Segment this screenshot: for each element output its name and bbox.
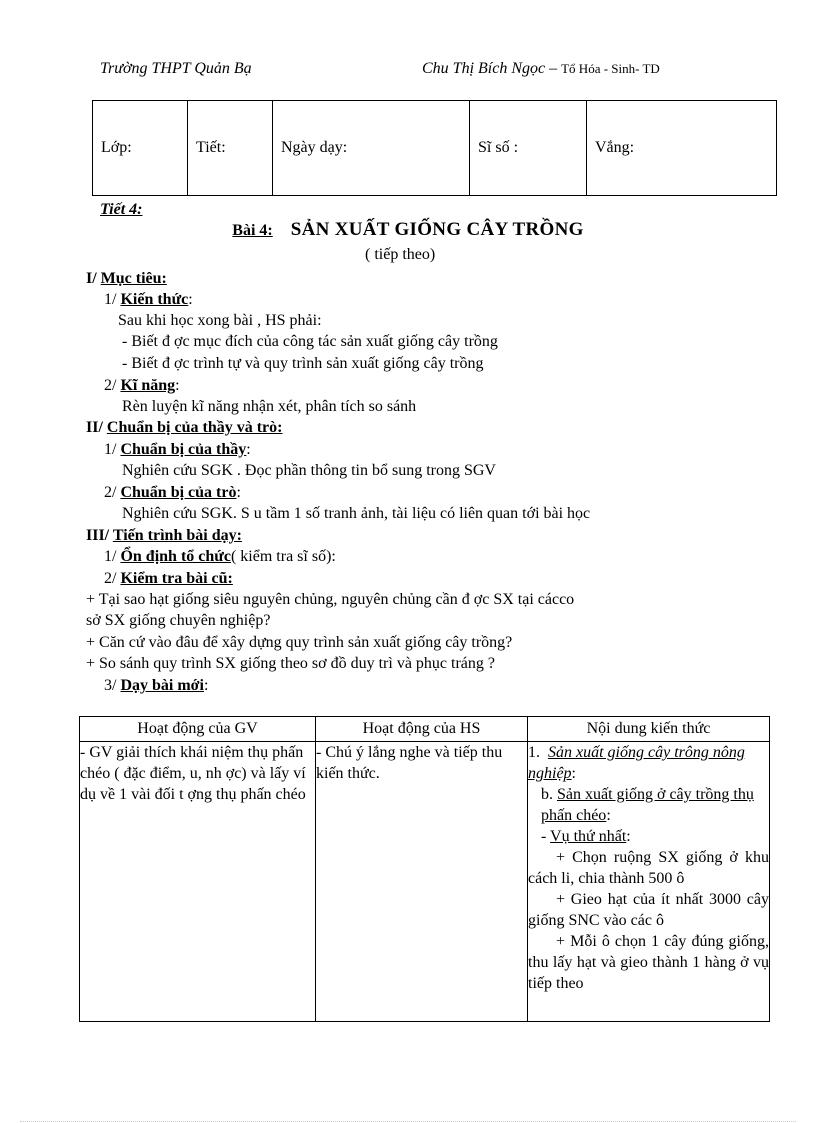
header-gv: Hoạt động của GV [80, 717, 316, 742]
heading-text: Kĩ năng [120, 377, 176, 394]
question-line: + So sánh quy trình SX giống theo sơ đồ duy trì và phục tráng ? [86, 655, 495, 672]
content-heading-text: Sản xuất giống cây trông nông nghiệp [528, 744, 745, 782]
heading-prefix: III/ [86, 527, 110, 544]
heading-text: Dạy bài mới [120, 677, 204, 694]
content-heading-text: Sản xuất giống ở cây trồng thụ phấn chéo [541, 786, 754, 824]
cell-lop: Lớp: [93, 101, 188, 196]
school-name: Trường THPT Quản Bạ [100, 60, 252, 77]
teacher-name: Chu Thị Bích Ngọc – [422, 60, 558, 77]
heading-prefix: II/ [86, 419, 103, 436]
heading-ki-nang: 2/ Kĩ năng: [104, 377, 180, 394]
heading-text: Ổn định tổ chức [120, 548, 231, 565]
content-prefix: - [541, 828, 547, 845]
header-hs: Hoạt động của HS [316, 717, 528, 742]
content-prefix: b. [541, 786, 553, 803]
heading-rest: ( kiểm tra sĩ số): [230, 548, 336, 565]
content-vu-thu-nhat: - Vụ thứ nhất: [541, 828, 631, 845]
heading-prefix: I/ [86, 270, 97, 287]
department-name: Tổ Hóa - Sinh- TD [561, 61, 660, 76]
heading-prefix: 1/ [104, 548, 117, 565]
heading-text: Chuẩn bị của trò [120, 484, 237, 501]
content-point: + Gieo hạt của ít nhất 3000 cây giống SNC vào các ô [528, 891, 769, 929]
heading-prefix: 3/ [104, 677, 117, 694]
heading-prefix: 1/ [104, 441, 117, 458]
cell-content [528, 742, 770, 1022]
heading-kiem-tra [104, 569, 233, 589]
lesson-subtitle: ( tiếp theo) [365, 246, 436, 263]
heading-prefix: 2/ [104, 484, 117, 501]
question-line: + Tại sao hạt giống siêu nguyên chủng, nguyên chủng cần đ ợc SX tại cácco [86, 591, 575, 608]
heading-muc-tieu [86, 269, 167, 289]
lesson-number: Tiết 4: [100, 201, 143, 218]
cell-si-so: Sĩ số : [470, 101, 587, 196]
teacher-header [422, 60, 660, 78]
content-heading-text: Vụ thứ nhất [550, 828, 627, 845]
cell-vang: Vắng: [587, 101, 777, 196]
class-info-table [92, 100, 777, 196]
text-line: Sau khi học xong bài , HS phải: [118, 312, 322, 329]
heading-bai-moi: 3/ Dạy bài mới: [104, 677, 209, 694]
heading-tien-trinh [86, 526, 242, 546]
content-heading-b: b. Sản xuất giống ở cây trồng thụ phấn chéo: [541, 786, 754, 824]
heading-prefix: 2/ [104, 570, 117, 587]
heading-text: Chuẩn bị của thầy và trò: [106, 419, 283, 436]
header-nd: Nội dung kiến thức [528, 717, 770, 742]
question-line: sở SX giống chuyên nghiệp? [86, 612, 271, 629]
heading-prefix: 1/ [104, 291, 117, 308]
content-point: + Mỗi ô chọn 1 cây đúng giống, thu lấy hạt và gieo thành 1 hàng ở vụ tiếp theo [528, 933, 769, 992]
heading-chuan-bi [86, 418, 282, 438]
cell-gv-activity: - GV giải thích khái niệm thụ phấn chéo ( đặc điểm, u, nh ợc) và lấy ví dụ về 1 vài đối t ợng thụ phấn chéo [80, 742, 316, 1022]
text-line: Nghiên cứu SGK. S u tầm 1 số tranh ảnh, tài liệu có liên quan tới bài học [122, 505, 591, 522]
heading-cb-thay: 1/ Chuẩn bị của thầy: [104, 441, 251, 458]
heading-kien-thuc: 1/ Kiến thức: [104, 291, 193, 308]
cell-tiet: Tiết: [188, 101, 273, 196]
lesson-bai: Bài 4: [232, 222, 273, 239]
heading-text: Kiểm tra bài cũ: [120, 570, 233, 587]
heading-text: Chuẩn bị của thầy [120, 441, 247, 458]
heading-text: Kiến thức [120, 291, 189, 308]
cell-ngay-day: Ngày dạy: [273, 101, 470, 196]
heading-text: Mục tiêu: [100, 270, 167, 287]
heading-cb-tro: 2/ Chuẩn bị của trò: [104, 484, 241, 501]
text-line: Nghiên cứu SGK . Đọc phần thông tin bổ sung trong SGV [122, 462, 496, 479]
text-line: Rèn luyện kĩ năng nhận xét, phân tích so sánh [122, 398, 417, 415]
text-line: - Biết đ ợc mục đích của công tác sản xuất giống cây trồng [122, 333, 498, 350]
question-line: + Căn cứ vào đâu để xây dựng quy trình sản xuất giống cây trồng? [86, 634, 513, 651]
lesson-title-text: SẢN XUẤT GIỐNG CÂY TRỒNG [290, 219, 584, 240]
content-prefix: 1. [528, 744, 540, 761]
heading-text: Tiến trình bài dạy: [112, 527, 242, 544]
content-point: + Chọn ruộng SX giống ở khu cách li, chia thành 500 ô [528, 849, 769, 887]
activity-table [79, 716, 770, 1022]
page-bottom-divider [20, 1121, 796, 1122]
content-heading-1: 1. Sản xuất giống cây trông nông nghiệp: [528, 744, 745, 782]
text-line: - Biết đ ợc trình tự và quy trình sản xuất giống cây trồng [122, 355, 484, 372]
heading-prefix: 2/ [104, 377, 117, 394]
cell-hs-activity: - Chú ý lắng nghe và tiếp thu kiến thức. [316, 742, 528, 1022]
heading-on-dinh [104, 547, 336, 567]
lesson-title [0, 219, 816, 241]
